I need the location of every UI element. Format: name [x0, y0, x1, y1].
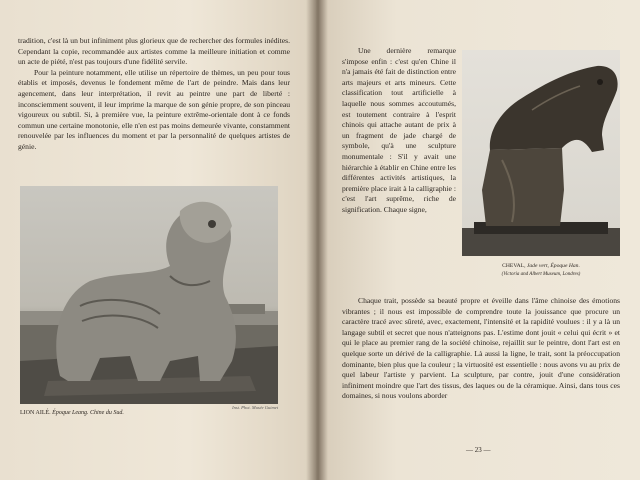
right-page — [316, 0, 640, 480]
left-page — [0, 0, 316, 480]
right-full-width-text — [342, 296, 620, 402]
lion-caption-detail: Époque Leang. Chine du Sud. — [52, 410, 124, 416]
horse-photo-credit: (Victoria and Albert Museum, Londres) — [501, 272, 581, 277]
horse-figure-caption — [462, 262, 620, 279]
left-paragraph-1: tradition, c'est là un but infiniment plus glorieux que de rechercher des formules inédites. Cependant la copie, recommandée aux artistes comme la meilleure initiation et comme un acte de piété, n'est pas toujours d'une fidélité servile. — [18, 36, 290, 67]
left-paragraph-2: Pour la peinture notamment, elle utilise un répertoire de thèmes, un peu pour tous établis et imposés, devenus le fondement même de l'art de peindre. Mais dans leur agencement, dans leur interprétation, il revit au peintre une part de liberté : inconsciemment souvent, il leur imprime la marque de son génie propre, de son pinceau vigoureux ou subtil. Si, à première vue, la peinture extrême-orientale dont à ce fonds commun une certaine monotonie, elle n'en est pas moins demeurée vivante, constamment renouvelée par les influences du moment et par la personnalité de quelques artistes de génie. — [18, 67, 290, 151]
jade-horse-illustration — [462, 50, 620, 256]
lion-statue-photo — [20, 186, 278, 404]
lion-figure-caption — [20, 405, 278, 416]
jade-horse-photo — [462, 50, 620, 256]
horse-caption-title: CHEVAL, — [502, 263, 526, 269]
left-body-text — [18, 36, 290, 153]
lion-photo-credit: Inst. Phot. Musée Guimet — [232, 405, 278, 410]
page-number: — 23 — — [466, 446, 491, 454]
right-narrow-column-text — [342, 46, 456, 216]
right-paragraph-1: Une dernière remarque s'impose enfin : c'est qu'en Chine il n'a jamais été fait de distinction entre arts majeurs et arts mineurs. Cette classification tout artificielle à laquelle nous sommes accoutumés, est toutement contraire à l'esprit chinois qui attache autant de prix à un fragment de jade chargé de symbole, qu'à une sculpture monumentale : S'il y avait une hiérarchie à établir en Chine entre les différentes activités artistiques, la première place irait à la calligraphie : c'est l'art suprême, riche de signification. Chaque signe, — [342, 46, 456, 214]
lion-statue-illustration — [20, 186, 278, 404]
right-paragraph-2: Chaque trait, possède sa beauté propre et éveille dans l'âme chinoise des émotions vibrantes ; il nous est impossible de comprendre toute la jouissance que procure un caractère tracé avec sûreté, avec, exactement, l'intensité et la rapidité voulues : il y a là un langage subtil et secret que nous n'atteignons pas. L'estime dont jouit « celui qui écrit » et qui le place au premier rang de la société chinoise, rejaillit sur le peintre, dont l'art est en quelque sorte un dérivé de la calligraphie. Là aussi la ligne, le trait, sont la préoccupation dominante, bien plus que la couleur ; la virtuosité est essentielle : nous avons vu au prix de quel labeur l'artiste y parvient. La sculpture, par contre, jouit d'une considération infiniment moindre que l'art des tissus, des laques ou de la céramique. Ainsi, dans tous ces domaines, si nous voulons aborder — [342, 296, 620, 401]
lion-caption-title: LION AILÉ. — [20, 410, 51, 416]
book-gutter — [306, 0, 328, 480]
horse-caption-detail: Jade vert, Époque Han. — [526, 263, 580, 269]
